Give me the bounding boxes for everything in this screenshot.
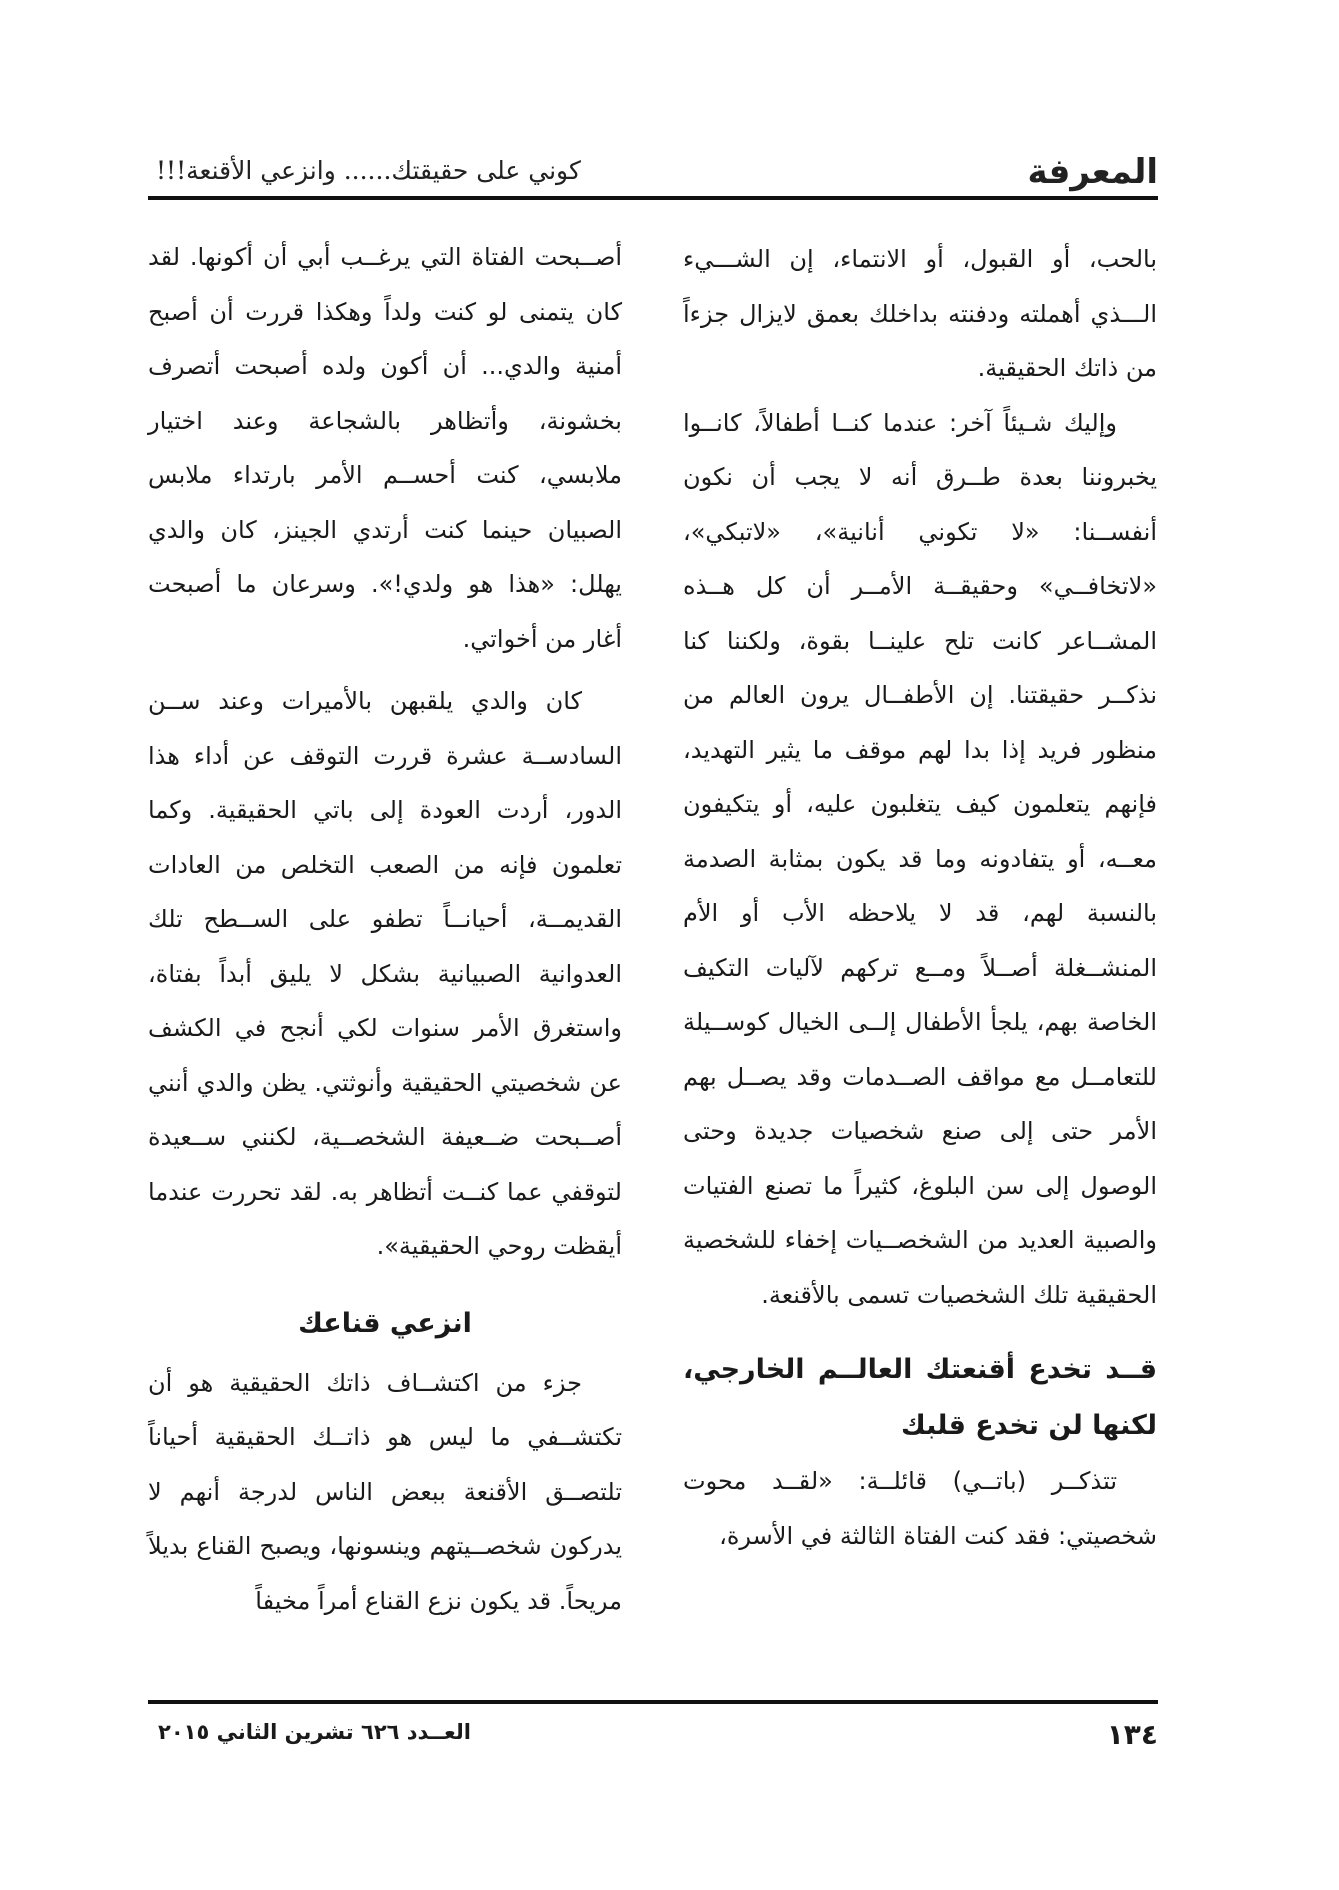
footer-rule — [148, 1700, 1158, 1704]
left-column — [148, 230, 622, 1628]
paragraph: جزء من اكتشــاف ذاتك الحقيقية هو أن تكتشــفي ما ليس هو ذاتــك الحقيقية أحياناً تلتصــق الأقنعة ببعض الناس لدرجة أنهم لا يدركون شخصــيتهم وينسونها، ويصبح القناع بديلاً مريحاً. قد يكون نزع القناع أمراً مخيفاً — [148, 1368, 622, 1615]
page-header — [148, 148, 1158, 194]
paragraph: أصــبحت الفتاة التي يرغــب أبي أن أكونها. لقد كان يتمنى لو كنت ولداً وهكذا قررت أن أصبح أمنية والدي... أن أكون ولده أصبحت أتصرف بخشونة، وأتظاهر بالشجاعة وعند اختيار ملابسي، كنت أحســم الأمر بارتداء ملابس الصبيان حينما كنت أرتدي الجينز، كان والدي يهلل: «هذا هو ولدي!». وسرعان ما أصبحت أغار من أخواتي. — [148, 243, 622, 653]
paragraph: وإليك شـيئاً آخر: عندما كنــا أطفالاً، كانــوا يخبروننا بعدة طــرق أنه لا يجب أن نكون أنفســنا: «لا تكوني أنانية»، «لاتبكي»، «لاتخافــي» وحقيقــة الأمــر أن كل هــذه المشــاعر كانت تلح علينــا بقوة، ولكننا كنا نذكــر حقيقتنا. إن الأطفــال يرون العالم من منظور فريد إذا بدا لهم موقف ما يثير التهديد، فإنهم يتعلمون كيف يتغلبون عليه، أو يتكيفون معــه، أو يتفادونه وما قد يكون بمثابة الصدمة بالنسبة لهم، قد لا يلاحظه الأب أو الأم المنشــغلة أصــلاً ومــع تركهم لآليات التكيف الخاصة بهم، يلجأ الأطفال إلــى الخيال كوســيلة للتعامــل مع مواقف الصــدمات وقد يصــل بهم الأمر حتى إلى صنع شخصيات جديدة وحتى الوصول إلى سن البلوغ، كثيراً ما تصنع الفتيات والصبية العديد من الشخصــيات إخفاء للشخصية الحقيقية تلك الشخصيات تسمى بالأقنعة. — [683, 408, 1157, 1309]
paragraph: كان والدي يلقبهن بالأميرات وعند ســن السادســة عشرة قررت التوقف عن أداء هذا الدور، أردت العودة إلى باتي الحقيقية. وكما تعلمون فإنه من الصعب التخلص من العادات القديمــة، أحيانــاً تطفو على الســطح تلك العدوانية الصبيانية بشكل لا يليق أبداً بفتاة، واستغرق الأمر سنوات لكي أنجح في الكشف عن شخصيتي الحقيقية وأنوثتي. يظن والدي أنني أصــبحت ضــعيفة الشخصــية، لكنني ســعيدة لتوقفي عما كنــت أتظاهر به. لقد تحررت عندما أيقظت روحي الحقيقية». — [148, 687, 622, 1260]
section-heading: انزعي قناعك — [298, 1307, 472, 1339]
paragraph: تتذكــر (باتــي) قائلــة: «لقــد محوت شخصيتي: فقد كنت الفتاة الثالثة في الأسرة، — [683, 1467, 1157, 1550]
page-number: ١٣٤ — [1106, 1718, 1158, 1751]
issue-line: العــدد ٦٢٦ تشرين الثاني ٢٠١٥ — [158, 1720, 471, 1744]
magazine-logo: المعرفة — [1027, 152, 1158, 192]
header-rule — [148, 196, 1158, 200]
paragraph: بالحب، أو القبول، أو الانتماء، إن الشـــيء الـــذي أهملته ودفنته بداخلك بعمق لايزال جزءاً من ذاتك الحقيقية. — [683, 245, 1157, 382]
running-title: كوني على حقيقتك...... وانزعي الأقنعة!!! — [156, 156, 581, 185]
right-column — [683, 232, 1157, 1563]
section-heading: قــد تخدع أقنعتك العالــم الخارجي، لكنها لن تخدع قلبك — [683, 1354, 1157, 1441]
page-footer — [148, 1718, 1158, 1758]
